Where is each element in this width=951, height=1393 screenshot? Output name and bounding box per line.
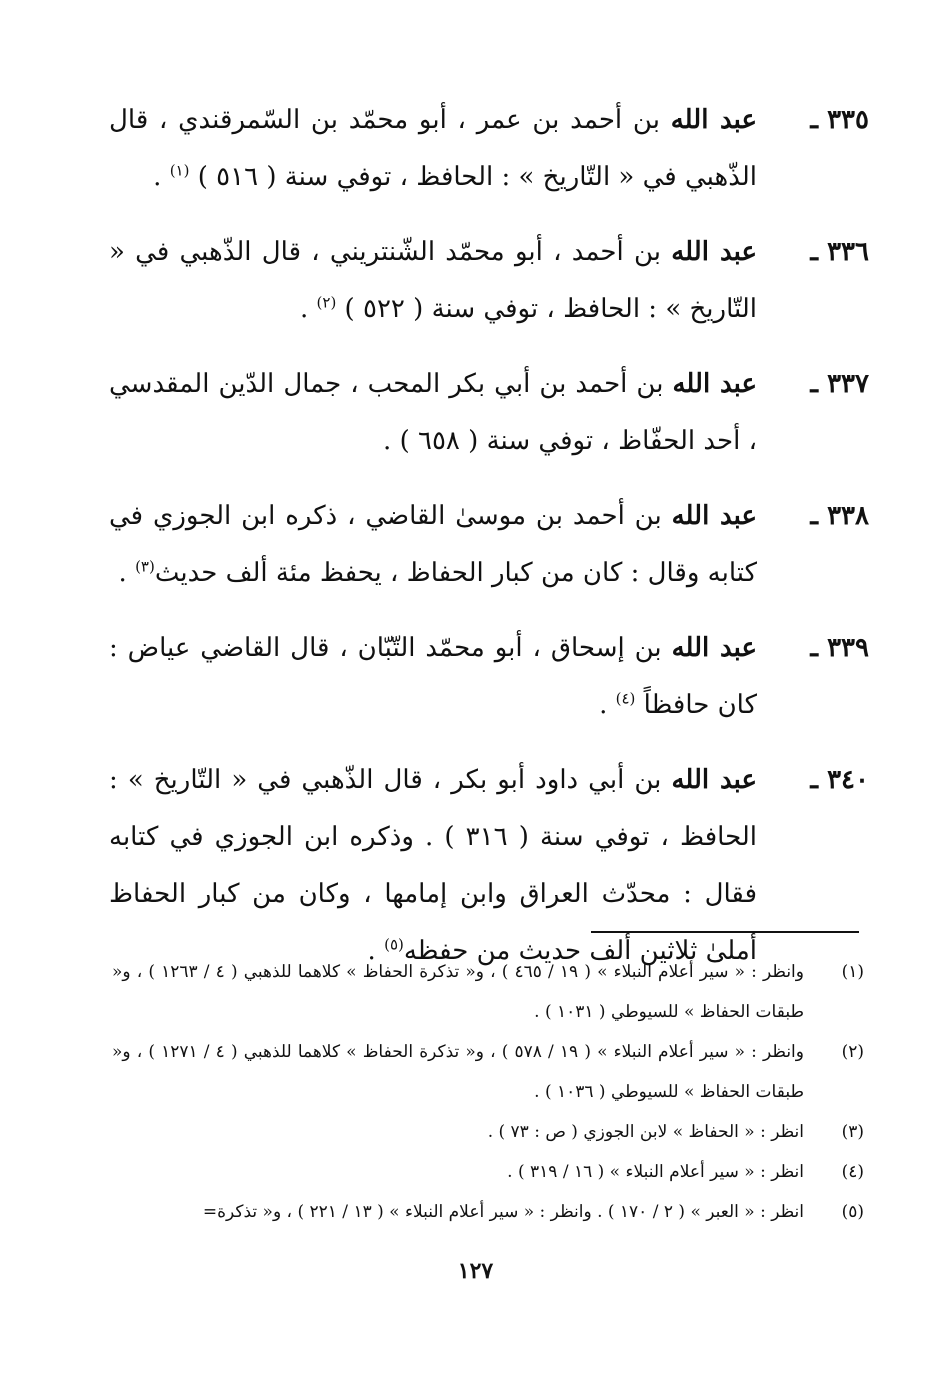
entry-name: عبد الله	[670, 105, 757, 135]
footnote-text: انظر : « الحفاظ » لابن الجوزي ( ص : ٧٣ ) .	[487, 1122, 804, 1142]
entry-body: بن أحمد بن أبي بكر المحب ، جمال الدّين المقدسي ، أحد الحفّاظ ، توفي سنة ( ٦٥٨ ) .	[109, 369, 757, 456]
footnote-text: انظر : « سير أعلام النبلاء » ( ١٦ / ٣١٩ ) .	[507, 1162, 804, 1182]
footnote-text: وانظر : « سير أعلام النبلاء » ( ١٩ / ٤٦٥ ) ، و« تذكرة الحفاظ » كلاهما للذهبي ( ٤ / ١٢٦٣ ) ، و« طبقات الحفاظ » للسيوطي ( ١٠٣١ ) .	[112, 962, 804, 1022]
entry-text	[109, 501, 757, 588]
footnote-1	[112, 952, 864, 1032]
footnote-5	[112, 1192, 864, 1232]
entry-end: .	[367, 936, 385, 966]
biography-entries	[109, 92, 869, 998]
entry-body: بن أحمد بن عمر ، أبو محمّد بن السّمرقندي ، قال الذّهبي في « التّاريخ » : الحافظ ، توفي سنة ( ٥١٦ )	[109, 105, 757, 192]
footnote-ref[interactable]: (٢)	[316, 293, 337, 312]
footnote-ref[interactable]: (٣)	[135, 557, 155, 576]
entry-body: بن أحمد بن موسىٰ القاضي ، ذكره ابن الجوزي في كتابه وقال : كان من كبار الحفاظ ، يحفظ مئة ألف حديث	[109, 501, 757, 588]
footnote-number: (٣)	[841, 1122, 864, 1142]
footnote-3	[112, 1112, 864, 1152]
entry-number: ٣٣٦ ـ	[810, 237, 869, 267]
entry-name: عبد الله	[671, 765, 757, 795]
entry-number: ٣٣٧ ـ	[810, 369, 869, 399]
entry-text	[109, 633, 757, 720]
footnote-ref[interactable]: (٤)	[615, 689, 636, 708]
entry-text	[109, 369, 757, 456]
entry-text	[109, 105, 757, 192]
entry-text	[109, 765, 757, 966]
footnote-number: (٢)	[841, 1042, 864, 1062]
entry-338	[109, 488, 869, 602]
entry-number: ٣٣٥ ـ	[810, 105, 869, 135]
footnote-ref[interactable]: (١)	[169, 161, 190, 180]
entry-end: .	[118, 558, 136, 588]
entry-name: عبد الله	[671, 633, 757, 663]
entry-name: عبد الله	[671, 501, 757, 531]
entry-number: ٣٤٠ ـ	[810, 765, 869, 795]
entry-336	[109, 224, 869, 338]
entry-body: بن أحمد ، أبو محمّد الشّنتريني ، قال الذّهبي في « التّاريخ » : الحافظ ، توفي سنة ( ٥٢٢ )	[109, 237, 757, 324]
footnote-text: وانظر : « سير أعلام النبلاء » ( ١٩ / ٥٧٨ ) ، و« تذكرة الحفاظ » كلاهما للذهبي ( ٤ / ١٢٧١ ) ، و« طبقات الحفاظ » للسيوطي ( ١٠٣٦ ) .	[112, 1042, 804, 1102]
footnotes	[112, 952, 864, 1232]
entry-name: عبد الله	[671, 237, 757, 267]
entry-335	[109, 92, 869, 206]
entry-text	[109, 237, 757, 324]
entry-body: بن أبي داود أبو بكر ، قال الذّهبي في « التّاريخ » : الحافظ ، توفي سنة ( ٣١٦ ) . وذكره ابن الجوزي في كتابه فقال : محدّث العراق وابن إمامها ، وكان من كبار الحفاظ أملىٰ ثلاثين ألف حديث من حفظه	[109, 765, 758, 966]
entry-340	[109, 752, 869, 980]
footnote-ref[interactable]: (٥)	[384, 935, 404, 954]
entry-name: عبد الله	[672, 369, 757, 399]
entry-337	[109, 356, 869, 470]
footnote-number: (٤)	[841, 1162, 864, 1182]
entry-number: ٣٣٨ ـ	[810, 501, 869, 531]
footnote-number: (٥)	[841, 1202, 864, 1222]
footnote-2	[112, 1032, 864, 1112]
entry-339	[109, 620, 869, 734]
footnote-text: انظر : « العبر » ( ٢ / ١٧٠ ) . وانظر : « سير أعلام النبلاء » ( ١٣ / ٢٢١ ) ، و« تذكرة=	[202, 1202, 804, 1222]
entry-body: بن إسحاق ، أبو محمّد التّبّان ، قال القاضي عياض : كان حافظاً	[109, 633, 757, 720]
page-number: ١٢٧	[457, 1258, 494, 1284]
footnote-divider	[591, 931, 859, 933]
entry-end: .	[153, 162, 170, 192]
entry-end: .	[599, 690, 616, 720]
entry-end: .	[299, 294, 317, 324]
entry-number: ٣٣٩ ـ	[810, 633, 869, 663]
footnote-4	[112, 1152, 864, 1192]
footnote-number: (١)	[841, 962, 864, 982]
